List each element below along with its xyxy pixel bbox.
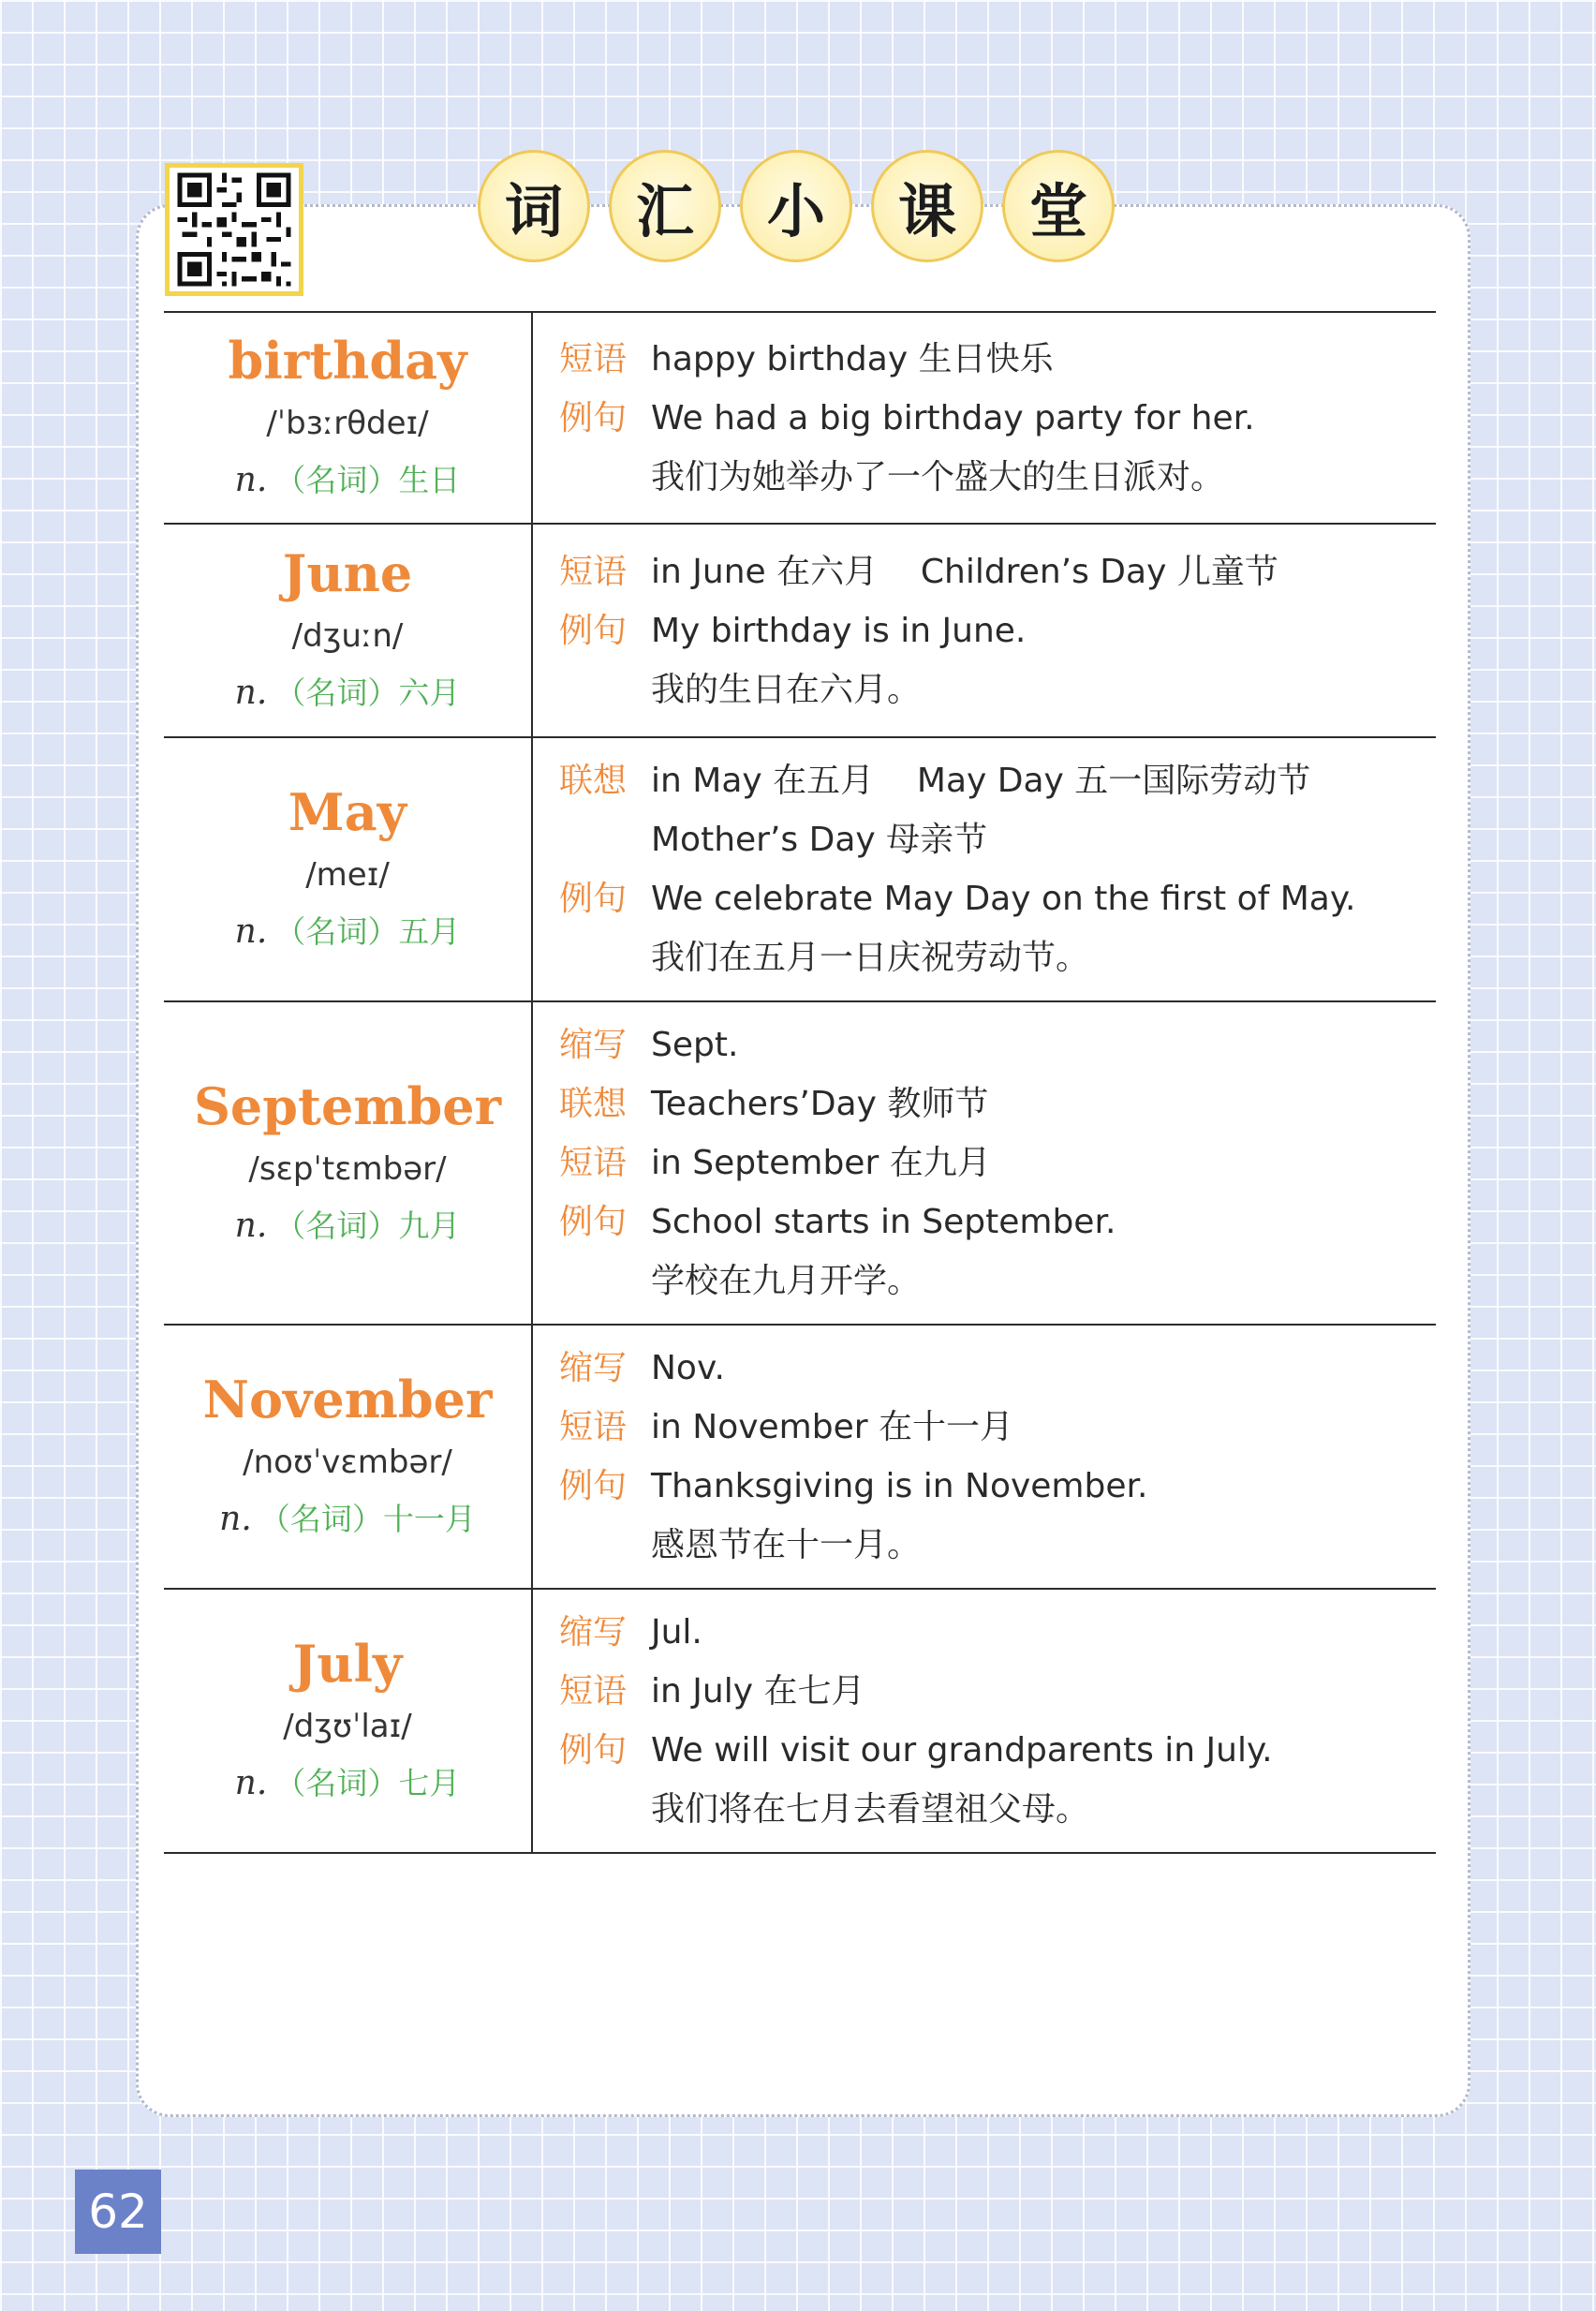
phonetic: /meɪ/ bbox=[305, 856, 390, 894]
word-cell bbox=[164, 312, 532, 524]
phonetic: /sɛpˈtɛmbər/ bbox=[248, 1149, 447, 1188]
info-line bbox=[559, 389, 1436, 448]
vocab-row-june bbox=[164, 524, 1436, 737]
info-label: 缩写 bbox=[559, 1349, 628, 1387]
vocab-row-september bbox=[164, 1001, 1436, 1325]
info-text: Jul. bbox=[651, 1613, 702, 1652]
word-cell bbox=[164, 1325, 532, 1589]
page-number: 62 bbox=[75, 2170, 161, 2254]
info-label: 短语 bbox=[559, 1672, 628, 1711]
vocab-word: June bbox=[282, 543, 413, 603]
vocab-word: May bbox=[288, 782, 407, 842]
info-line bbox=[559, 751, 1436, 810]
info-text: School starts in September. bbox=[651, 1203, 1116, 1241]
info-text: in November 在十一月 bbox=[651, 1408, 1013, 1446]
info-line bbox=[559, 1193, 1436, 1252]
info-cell bbox=[532, 312, 1436, 524]
info-label: 短语 bbox=[559, 339, 628, 378]
pos-abbr: n. bbox=[219, 1500, 252, 1538]
vocab-word: birthday bbox=[228, 331, 467, 391]
pos-abbr: n. bbox=[234, 461, 268, 499]
info-text: Nov. bbox=[651, 1349, 725, 1387]
info-text: 我们将在七月去看望祖父母。 bbox=[651, 1790, 1090, 1829]
info-line bbox=[559, 1252, 1436, 1311]
word-cell bbox=[164, 1001, 532, 1325]
info-label: 例句 bbox=[559, 880, 628, 918]
info-text: 我的生日在六月。 bbox=[651, 670, 922, 709]
info-line bbox=[559, 1603, 1436, 1662]
word-cell bbox=[164, 524, 532, 737]
info-label: 例句 bbox=[559, 1467, 628, 1505]
info-label: 例句 bbox=[559, 1203, 628, 1241]
pos-meaning: （名词）七月 bbox=[274, 1765, 461, 1801]
info-cell bbox=[532, 1325, 1436, 1589]
info-line bbox=[559, 1015, 1436, 1074]
info-text: Thanksgiving is in November. bbox=[651, 1467, 1148, 1505]
vocab-word: July bbox=[292, 1634, 403, 1694]
info-text: 学校在九月开学。 bbox=[651, 1262, 922, 1300]
info-label: 缩写 bbox=[559, 1026, 628, 1064]
info-cell bbox=[532, 524, 1436, 737]
info-line bbox=[559, 330, 1436, 389]
part-of-speech bbox=[164, 1490, 531, 1548]
info-line bbox=[559, 869, 1436, 928]
info-line bbox=[559, 1516, 1436, 1575]
info-label: 例句 bbox=[559, 611, 628, 650]
info-line bbox=[559, 660, 1436, 719]
info-text: in June 在六月 Children’s Day 儿童节 bbox=[651, 552, 1278, 591]
info-cell bbox=[532, 737, 1436, 1001]
title-char: 词 bbox=[478, 150, 590, 262]
part-of-speech bbox=[164, 664, 531, 722]
info-text: My birthday is in June. bbox=[651, 611, 1027, 650]
vocab-row-july bbox=[164, 1589, 1436, 1853]
pos-meaning: （名词）六月 bbox=[274, 674, 461, 711]
phonetic: /dʒʊˈlaɪ/ bbox=[283, 1708, 412, 1745]
pos-abbr: n. bbox=[234, 1764, 268, 1802]
info-line bbox=[559, 1662, 1436, 1721]
pos-abbr: n. bbox=[234, 674, 268, 712]
info-text: Mother’s Day 母亲节 bbox=[651, 821, 988, 859]
part-of-speech bbox=[164, 1755, 531, 1813]
vocab-table bbox=[164, 311, 1436, 1854]
info-line bbox=[559, 1398, 1436, 1457]
info-line bbox=[559, 928, 1436, 987]
info-text: in September 在九月 bbox=[651, 1144, 991, 1182]
info-label: 联想 bbox=[559, 1085, 628, 1123]
info-line bbox=[559, 601, 1436, 660]
info-text: happy birthday 生日快乐 bbox=[651, 339, 1054, 378]
word-cell bbox=[164, 737, 532, 1001]
info-label: 缩写 bbox=[559, 1613, 628, 1652]
title-char: 汇 bbox=[609, 150, 721, 262]
info-cell bbox=[532, 1001, 1436, 1325]
info-line bbox=[559, 810, 1436, 869]
info-text: Teachers’Day 教师节 bbox=[651, 1085, 989, 1123]
part-of-speech bbox=[164, 452, 531, 510]
info-text: 我们为她举办了一个盛大的生日派对。 bbox=[651, 457, 1225, 496]
part-of-speech bbox=[164, 1197, 531, 1255]
phonetic: /noʊˈvɛmbər/ bbox=[243, 1444, 452, 1481]
title-char: 课 bbox=[871, 150, 983, 262]
info-text: in July 在七月 bbox=[651, 1672, 865, 1711]
vocab-row-may bbox=[164, 737, 1436, 1001]
title-char: 堂 bbox=[1002, 150, 1115, 262]
info-line bbox=[559, 1074, 1436, 1133]
vocab-row-november bbox=[164, 1325, 1436, 1589]
info-text: Sept. bbox=[651, 1026, 739, 1064]
info-label: 例句 bbox=[559, 398, 628, 437]
info-label: 例句 bbox=[559, 1731, 628, 1770]
phonetic: /ˈbɜːrθdeɪ/ bbox=[266, 405, 429, 442]
word-cell bbox=[164, 1589, 532, 1853]
info-line bbox=[559, 448, 1436, 507]
pos-abbr: n. bbox=[234, 912, 268, 951]
title-char: 小 bbox=[740, 150, 852, 262]
info-label: 短语 bbox=[559, 1144, 628, 1182]
info-label: 联想 bbox=[559, 762, 628, 800]
info-line bbox=[559, 1133, 1436, 1193]
info-text: We celebrate May Day on the first of May. bbox=[651, 880, 1356, 918]
pos-meaning: （名词）十一月 bbox=[259, 1501, 476, 1537]
phonetic: /dʒuːn/ bbox=[291, 617, 404, 655]
part-of-speech bbox=[164, 903, 531, 961]
pos-meaning: （名词）九月 bbox=[274, 1207, 461, 1244]
info-text: 我们在五月一日庆祝劳动节。 bbox=[651, 939, 1090, 977]
info-text: in May 在五月 May Day 五一国际劳动节 bbox=[651, 762, 1311, 800]
info-line bbox=[559, 1780, 1436, 1839]
pos-meaning: （名词）五月 bbox=[274, 913, 461, 950]
info-cell bbox=[532, 1589, 1436, 1853]
vocab-word: September bbox=[193, 1075, 502, 1136]
info-label: 短语 bbox=[559, 552, 628, 591]
vocab-row-birthday bbox=[164, 312, 1436, 524]
info-line bbox=[559, 1721, 1436, 1780]
info-text: 感恩节在十一月。 bbox=[651, 1526, 922, 1564]
pos-abbr: n. bbox=[234, 1206, 268, 1245]
info-text: We had a big birthday party for her. bbox=[651, 398, 1255, 437]
info-text: We will visit our grandparents in July. bbox=[651, 1731, 1273, 1770]
pos-meaning: （名词）生日 bbox=[274, 462, 461, 498]
info-line bbox=[559, 542, 1436, 601]
info-line bbox=[559, 1339, 1436, 1398]
qr-code-icon[interactable] bbox=[165, 163, 303, 296]
vocab-word: November bbox=[202, 1370, 493, 1430]
info-label: 短语 bbox=[559, 1408, 628, 1446]
info-line bbox=[559, 1457, 1436, 1516]
